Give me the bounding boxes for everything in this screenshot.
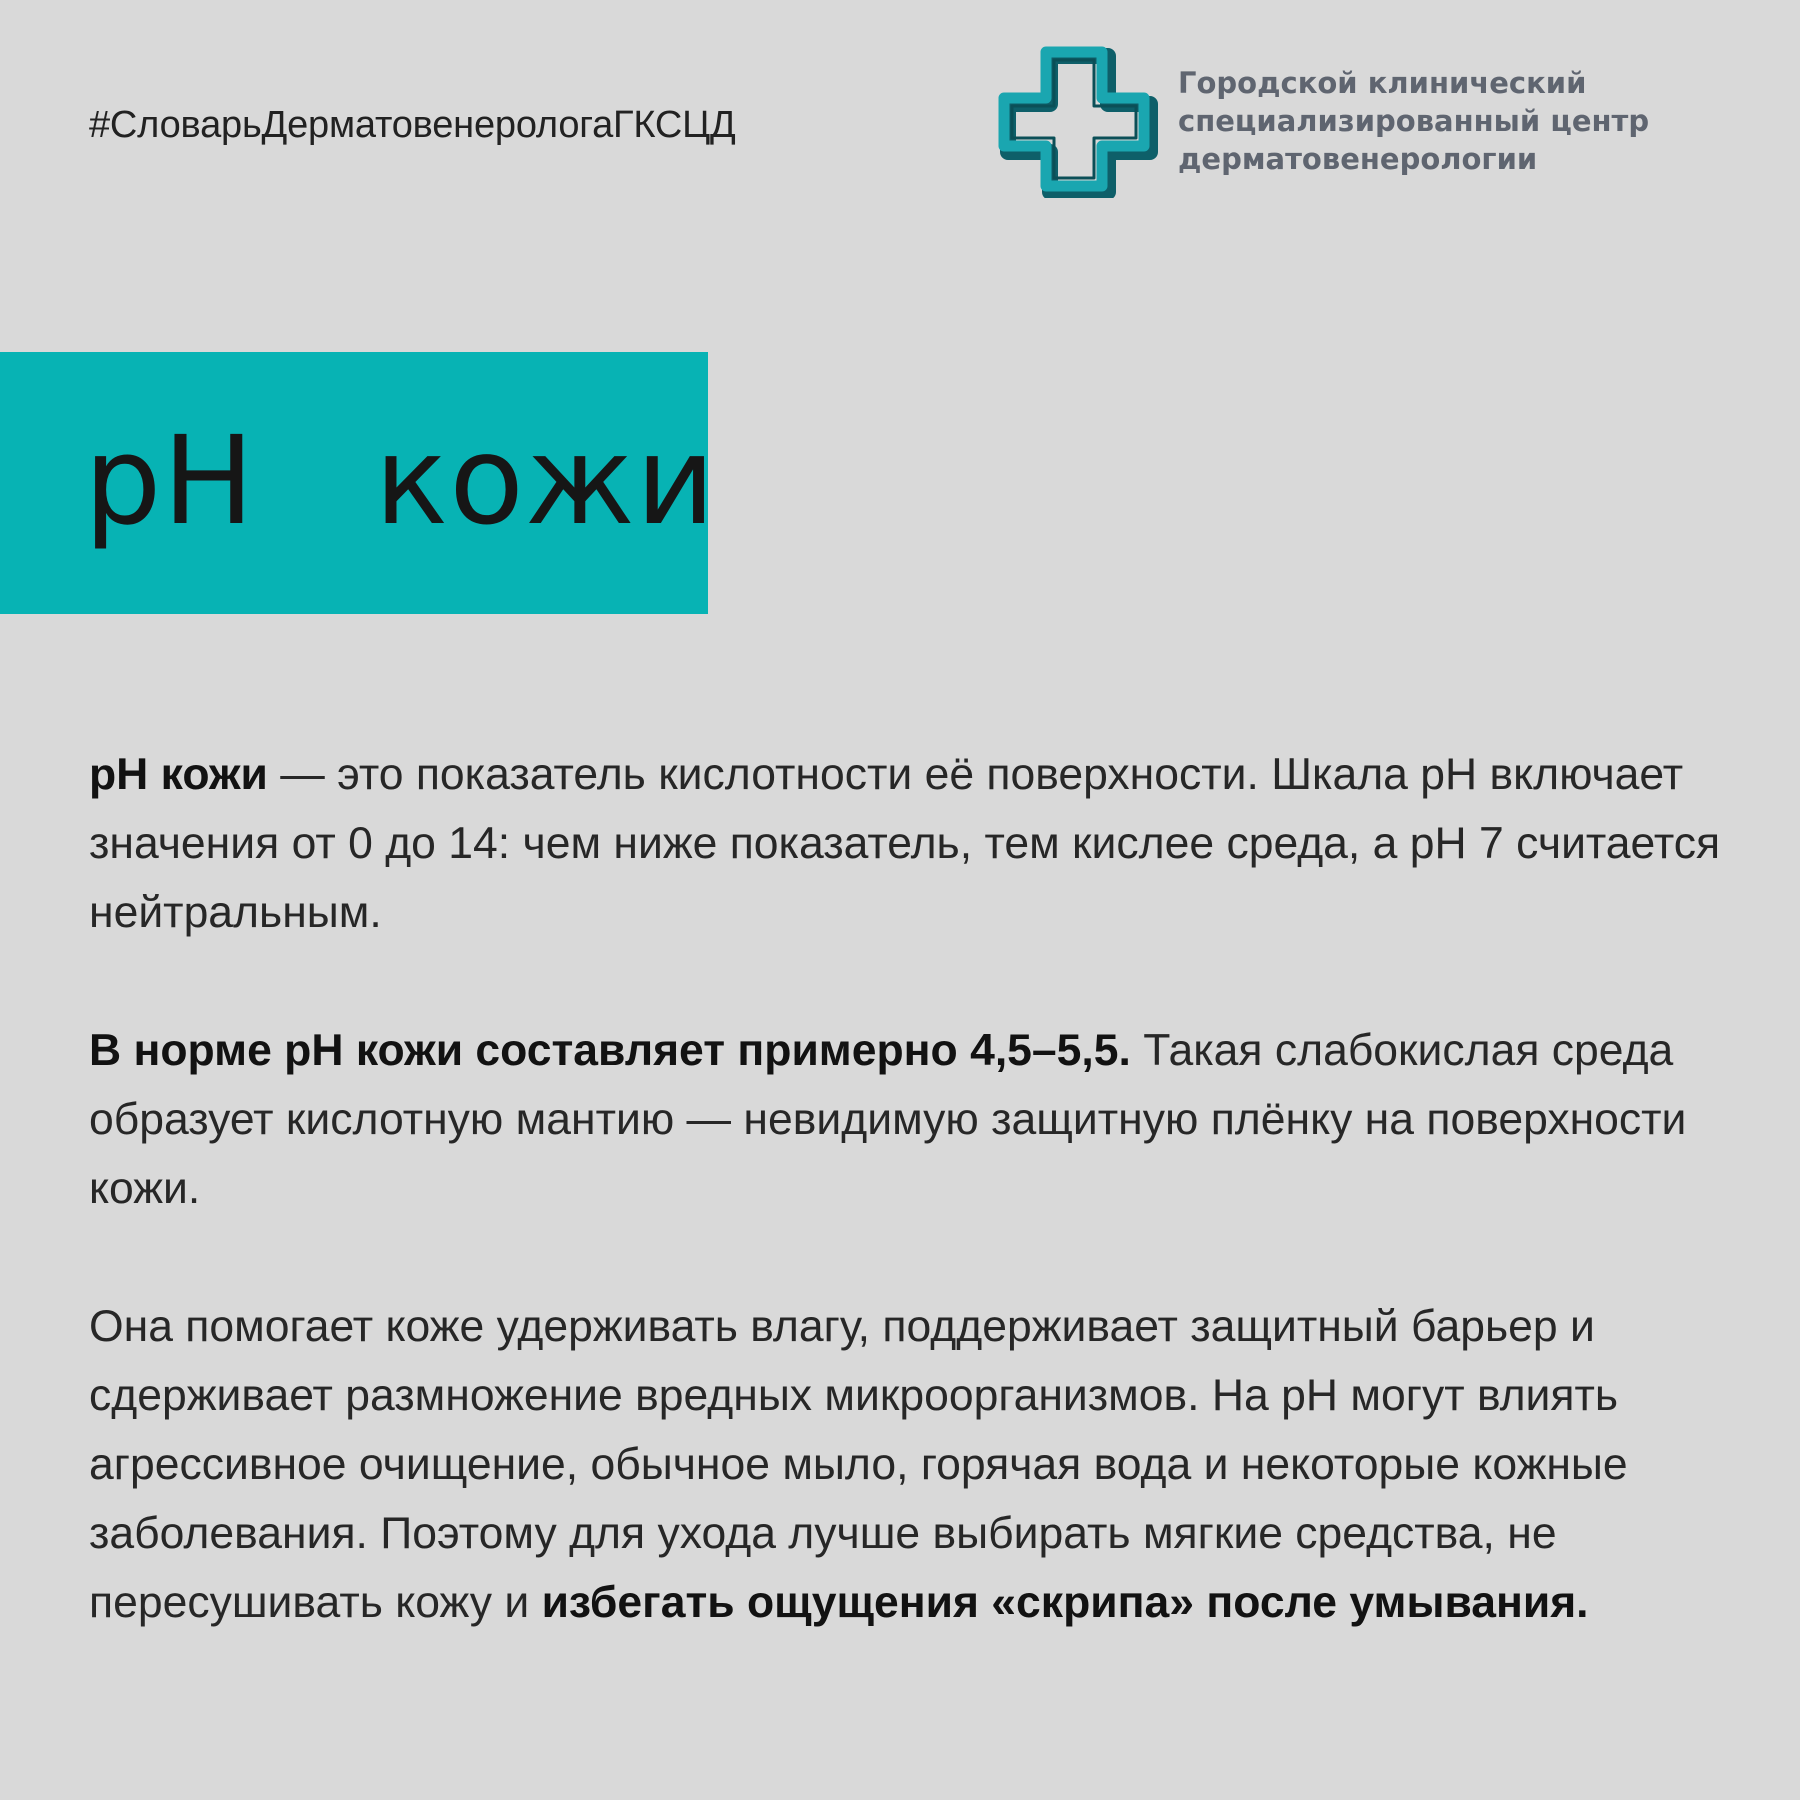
bold-advice: избегать ощущения «скрипа» после умывания. <box>541 1578 1589 1627</box>
bold-statement: В норме pH кожи составляет примерно 4,5–5,5. <box>89 1026 1131 1075</box>
paragraph-norm <box>89 1016 1729 1223</box>
paragraph-care-advice <box>89 1292 1729 1637</box>
hashtag: #СловарьДерматовенерологаГКСЦД <box>89 104 736 146</box>
organization-name <box>1178 64 1738 178</box>
medical-cross-icon <box>998 46 1160 198</box>
paragraph-definition <box>89 740 1729 947</box>
organization-name-line: специализированный центр <box>1178 104 1650 138</box>
paragraph-text: Она помогает коже удерживать влагу, поддерживает защитный барьер и сдерживает размножение вредных микроорганизмов. На pH могут влиять агрессивное очищение, обычное мыло, горячая вода и некоторые кожные заболевания. Поэтому для ухода лучше выбирать мягкие средства, не пересушивать кожу и <box>89 1302 1628 1627</box>
article-body <box>89 740 1729 1706</box>
page-title: pH кожи <box>84 410 717 552</box>
paragraph-text: — это показатель кислотности её поверхности. Шкала pH включает значения от 0 до 14: чем ниже показатель, тем кислее среда, а pH 7 считается нейтральным. <box>89 750 1721 937</box>
bold-term: pH кожи <box>89 750 268 799</box>
organization-name-line: дерматовенерологии <box>1178 142 1538 176</box>
paragraph-text: Такая слабокислая среда образует кислотную мантию — невидимую защитную плёнку на поверхности кожи. <box>89 1026 1687 1213</box>
organization-name-line: Городской клинический <box>1178 66 1587 100</box>
